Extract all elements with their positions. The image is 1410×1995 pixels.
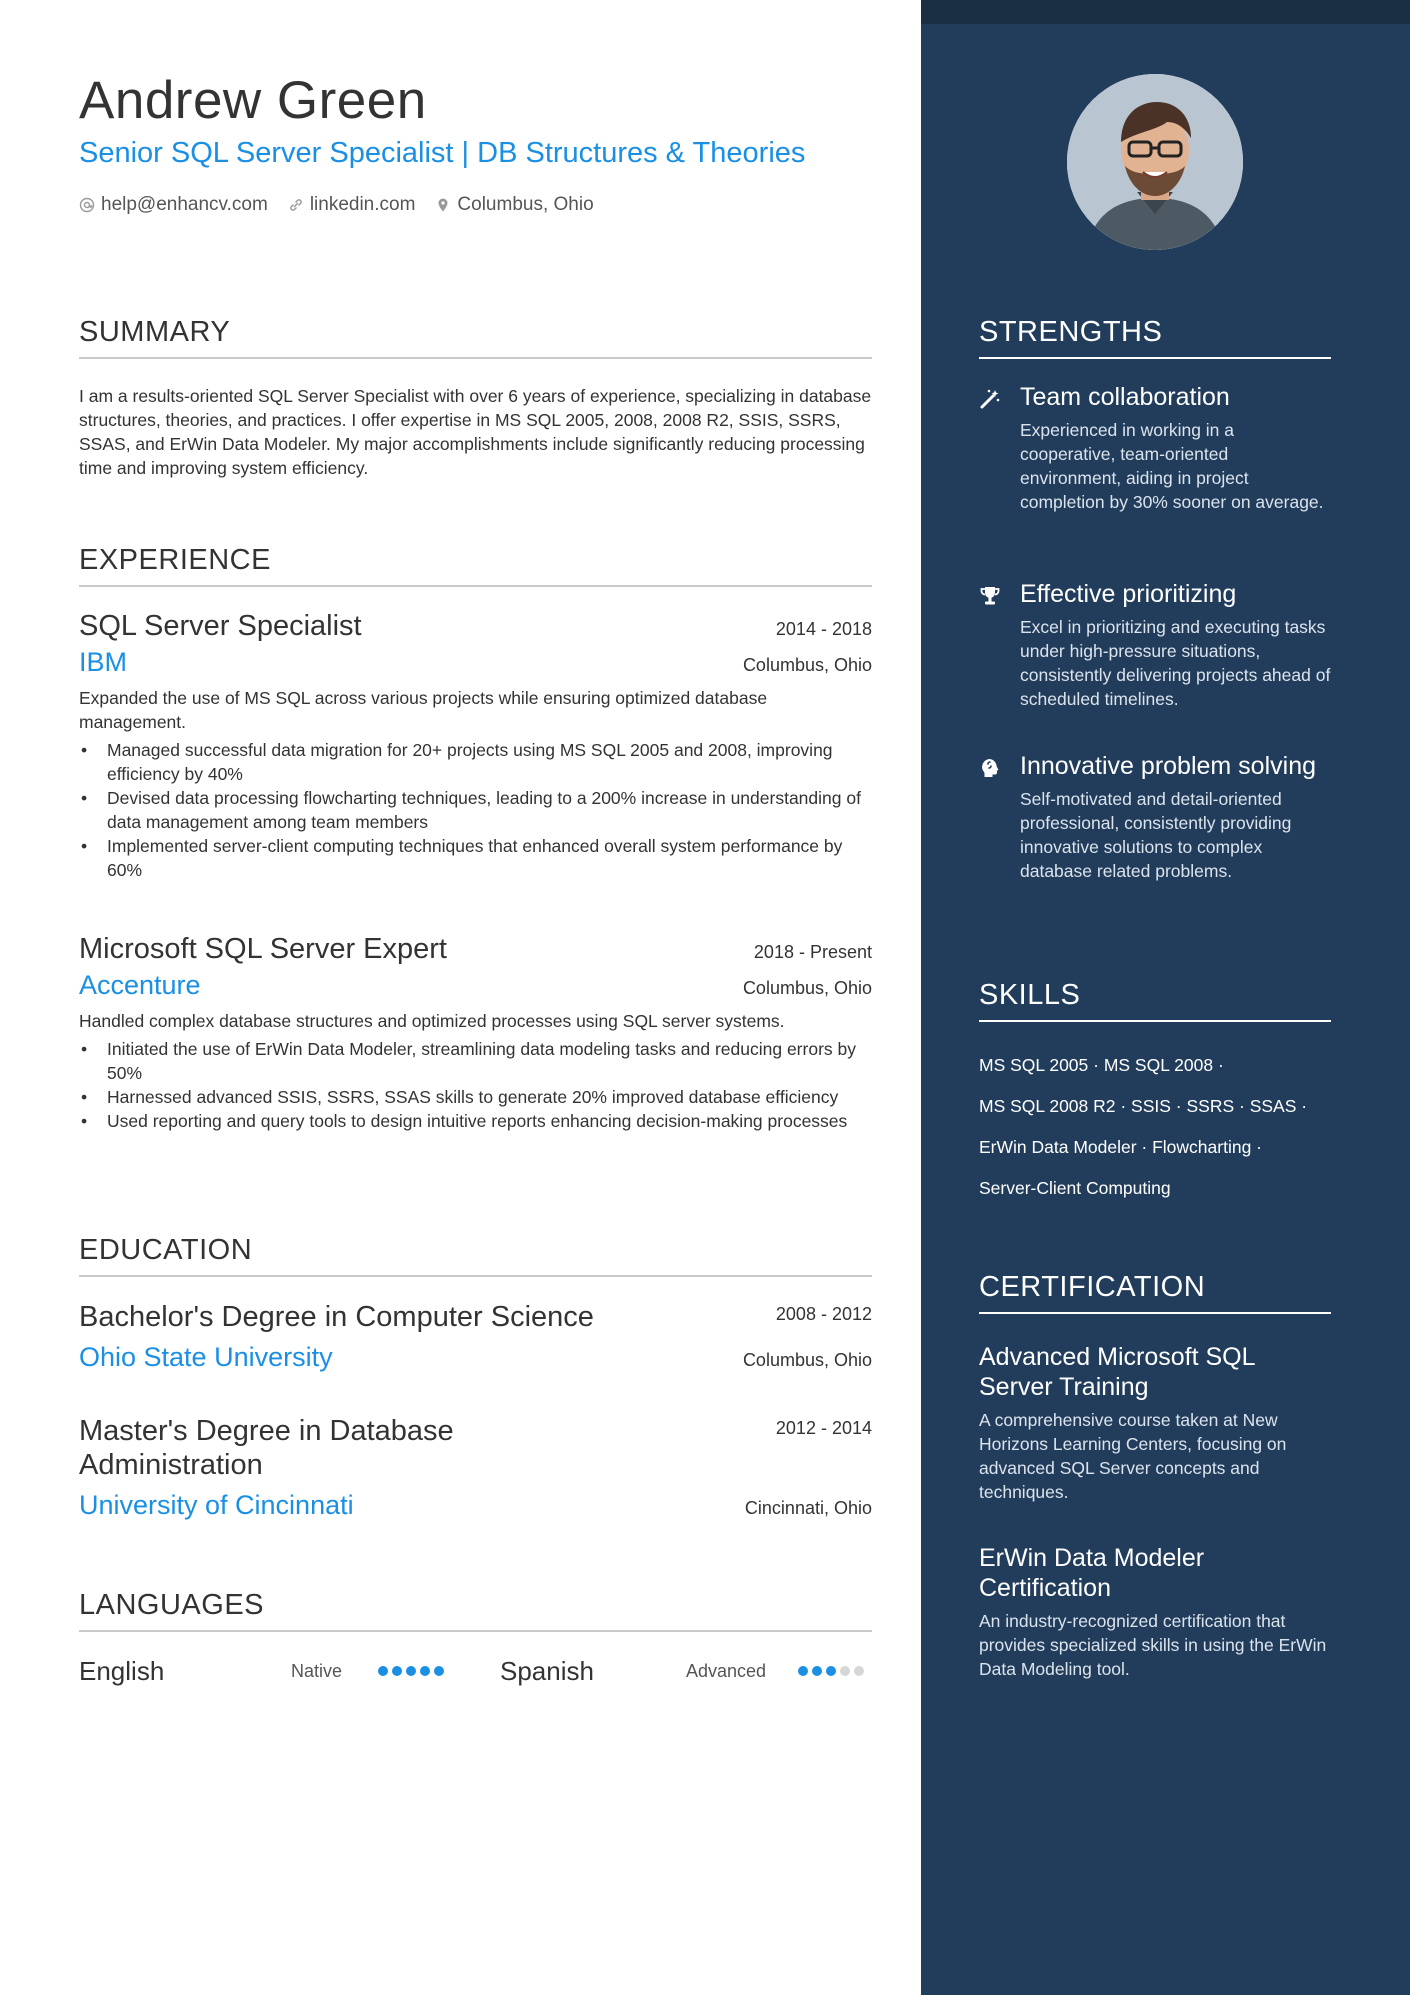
sidebar-column bbox=[921, 0, 1410, 1995]
job-title: SQL Server Specialist bbox=[79, 610, 362, 642]
contact-email[interactable] bbox=[79, 194, 268, 216]
job-bullet: • Harnessed advanced SSIS, SSRS, SSAS skills to generate 20% improved database efficiency bbox=[79, 1085, 872, 1109]
avatar bbox=[1067, 74, 1243, 250]
language-level: Native bbox=[291, 1660, 343, 1681]
location-text: Columbus, Ohio bbox=[457, 194, 594, 215]
certification-item bbox=[979, 1342, 1331, 1504]
language-name: English bbox=[79, 1655, 165, 1686]
job-bullet: • Devised data processing flowcharting techniques, leading to a 200% increase in understanding of data management among team members bbox=[79, 786, 872, 834]
job-bullet: • Managed successful data migration for 20+ projects using MS SQL 2005 and 2008, improving efficiency by 40% bbox=[79, 738, 872, 786]
skill-line: MS SQL 2005 · MS SQL 2008 · bbox=[979, 1055, 1224, 1075]
skill-line: MS SQL 2008 R2 · SSIS · SSRS · SSAS · bbox=[979, 1096, 1308, 1116]
certification-description: An industry-recognized certification that provides specialized skills in using the ErWin Data Modeling tool. bbox=[979, 1611, 1327, 1679]
job-description: Handled complex database structures and optimized processes using SQL server systems. bbox=[79, 1011, 785, 1031]
rating-dot-filled bbox=[812, 1666, 822, 1676]
skill-line: Server-Client Computing bbox=[979, 1178, 1171, 1198]
education-location: Columbus, Ohio bbox=[742, 1350, 872, 1370]
school-name: Ohio State University bbox=[79, 1342, 333, 1372]
language-item bbox=[500, 1655, 872, 1687]
languages-list bbox=[79, 1655, 872, 1695]
degree-title: Master's Degree in Database Administration bbox=[79, 1415, 454, 1481]
language-rating bbox=[798, 1666, 864, 1676]
language-item bbox=[79, 1655, 459, 1687]
profile-photo bbox=[1067, 74, 1243, 250]
job-location: Columbus, Ohio bbox=[742, 655, 872, 675]
job-bullet: • Implemented server-client computing techniques that enhanced overall system performance by 60% bbox=[79, 834, 872, 882]
rating-dot-filled bbox=[826, 1666, 836, 1676]
job-bullets bbox=[79, 1037, 872, 1133]
skills-list bbox=[979, 1045, 1331, 1209]
contact-location bbox=[435, 194, 593, 216]
certification-title: Advanced Microsoft SQL Server Training bbox=[979, 1343, 1255, 1401]
education-dates: 2012 - 2014 bbox=[775, 1418, 872, 1438]
job-bullets bbox=[79, 738, 872, 882]
language-level: Advanced bbox=[686, 1660, 767, 1681]
link-icon bbox=[288, 197, 304, 213]
job-bullet: • Used reporting and query tools to design intuitive reports enhancing decision-making processes bbox=[79, 1109, 872, 1133]
strength-title: Team collaboration bbox=[1020, 383, 1230, 411]
contact-bar bbox=[79, 194, 594, 216]
contact-linkedin[interactable] bbox=[288, 194, 416, 216]
job-entry bbox=[79, 933, 872, 1133]
education-dates: 2008 - 2012 bbox=[775, 1304, 872, 1324]
degree-title: Bachelor's Degree in Computer Science bbox=[79, 1301, 594, 1333]
job-dates: 2014 - 2018 bbox=[775, 619, 872, 639]
job-entry bbox=[79, 610, 872, 882]
location-pin-icon bbox=[435, 197, 451, 213]
strength-item bbox=[979, 751, 1331, 883]
rating-dot-filled bbox=[378, 1666, 388, 1676]
job-bullet: • Initiated the use of ErWin Data Modeler, streamlining data modeling tasks and reducing errors by 50% bbox=[79, 1037, 872, 1085]
strength-description: Self-motivated and detail-oriented professional, consistently providing innovative solutions to complex database related problems. bbox=[1020, 789, 1292, 881]
strength-item bbox=[979, 382, 1331, 514]
rating-dot-filled bbox=[420, 1666, 430, 1676]
certification-item bbox=[979, 1543, 1331, 1681]
strength-item bbox=[979, 579, 1331, 711]
strength-title: Effective prioritizing bbox=[1020, 580, 1237, 608]
headline: Senior SQL Server Specialist | DB Structures & Theories bbox=[79, 137, 806, 169]
rating-dot-empty bbox=[840, 1666, 850, 1676]
magic-wand-icon bbox=[979, 388, 1001, 410]
rating-dot-filled bbox=[392, 1666, 402, 1676]
certification-description: A comprehensive course taken at New Horizons Learning Centers, focusing on advanced SQL Server concepts and techniques. bbox=[979, 1410, 1287, 1502]
strength-description: Excel in prioritizing and executing tasks under high-pressure situations, consistently delivering projects ahead of scheduled timelines. bbox=[1020, 617, 1331, 709]
job-location: Columbus, Ohio bbox=[742, 978, 872, 998]
language-rating bbox=[378, 1666, 444, 1676]
school-name: University of Cincinnati bbox=[79, 1490, 354, 1520]
strength-title: Innovative problem solving bbox=[1020, 752, 1316, 780]
education-heading: EDUCATION bbox=[79, 1234, 872, 1277]
sidebar-top-bar bbox=[921, 0, 1410, 24]
certification-title: ErWin Data Modeler Certification bbox=[979, 1544, 1205, 1602]
job-company: IBM bbox=[79, 647, 128, 677]
strengths-heading: STRENGTHS bbox=[979, 316, 1331, 359]
at-icon bbox=[79, 197, 95, 213]
certification-heading: CERTIFICATION bbox=[979, 1271, 1331, 1314]
linkedin-text: linkedin.com bbox=[309, 194, 416, 215]
strength-description: Experienced in working in a cooperative, team-oriented environment, aiding in project completion by 30% sooner on average. bbox=[1020, 420, 1324, 512]
email-text: help@enhancv.com bbox=[101, 194, 268, 215]
language-name: Spanish bbox=[500, 1655, 594, 1686]
job-company: Accenture bbox=[79, 970, 201, 1000]
job-title: Microsoft SQL Server Expert bbox=[79, 933, 447, 965]
skill-line: ErWin Data Modeler · Flowcharting · bbox=[979, 1137, 1262, 1157]
summary-text: I am a results-oriented SQL Server Specialist with over 6 years of experience, specializing in database structures, theories, and practices. I offer expertise in MS SQL 2005, 2008, 2008 R2, SSIS, SSRS, SSAS, and ErWin Data Modeler. My major accomplishments include significantly reducing processing time and improving system efficiency. bbox=[79, 386, 872, 478]
summary-heading: SUMMARY bbox=[79, 316, 872, 359]
skills-heading: SKILLS bbox=[979, 979, 1331, 1022]
rating-dot-empty bbox=[854, 1666, 864, 1676]
candidate-name: Andrew Green bbox=[79, 71, 427, 130]
education-entry bbox=[79, 1300, 872, 1373]
rating-dot-filled bbox=[798, 1666, 808, 1676]
rating-dot-filled bbox=[406, 1666, 416, 1676]
trophy-icon bbox=[979, 585, 1001, 607]
job-description: Expanded the use of MS SQL across various projects while ensuring optimized database management. bbox=[79, 688, 768, 732]
education-location: Cincinnati, Ohio bbox=[744, 1498, 872, 1518]
job-dates: 2018 - Present bbox=[753, 942, 872, 962]
experience-heading: EXPERIENCE bbox=[79, 544, 872, 587]
languages-heading: LANGUAGES bbox=[79, 1589, 872, 1632]
rating-dot-filled bbox=[434, 1666, 444, 1676]
brain-icon bbox=[979, 757, 1001, 779]
education-entry bbox=[79, 1414, 872, 1521]
